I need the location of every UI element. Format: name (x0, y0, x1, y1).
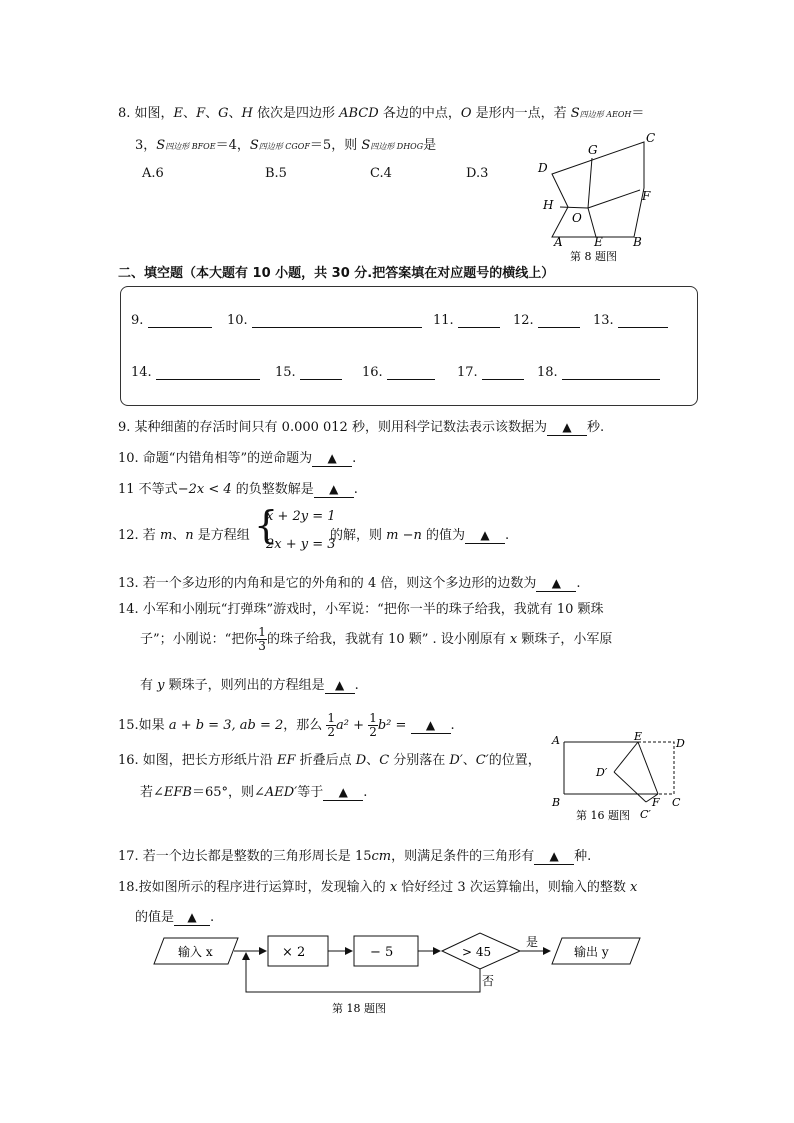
label-e: E (594, 235, 603, 249)
answer-marker: ▲ (335, 678, 345, 692)
input-label: 输入 x (178, 945, 213, 959)
label-f: F (642, 189, 651, 203)
answer-slot-13[interactable]: 13. (593, 313, 668, 328)
q18-flowchart (150, 928, 650, 1016)
original-edge-dashed (638, 742, 674, 794)
answer-marker: ▲ (425, 718, 436, 732)
system-eq2: 2x + y = 3 (266, 537, 336, 552)
answer-marker: ▲ (562, 420, 572, 434)
quadrilateral-abcd (552, 142, 644, 237)
segment-d-prime-c-prime (614, 772, 646, 802)
label-c: C (672, 796, 681, 809)
answer-slot-15[interactable]: 15. (275, 365, 342, 380)
answer-slot-9[interactable]: 9. (131, 313, 212, 328)
answer-marker: ▲ (329, 482, 339, 496)
label-a: A (552, 734, 560, 747)
label-c-prime: C′ (640, 808, 651, 821)
question-16-line2: 若∠EFB＝65°，则∠AED′等于 ▲ . (140, 785, 368, 800)
answer-marker: ▲ (549, 849, 559, 863)
label-a: A (554, 235, 563, 249)
answer-slot-18[interactable]: 18. (537, 365, 660, 380)
segment-oe (588, 208, 596, 237)
subtract-label: − 5 (370, 945, 394, 960)
q8-option-d: D.3 (466, 166, 489, 181)
fraction-half: $\frac{1}{2}$ (369, 711, 377, 739)
label-h: H (543, 198, 554, 212)
q8-option-a: A.6 (142, 166, 164, 181)
question-9: 9. 某种细菌的存活时间只有 0.000 012 秒，则用科学记数法表示该数据为 ▲ 秒. (118, 420, 605, 435)
label-d: D (676, 737, 685, 750)
answer-marker: ▲ (551, 576, 561, 590)
question-14-line2: 子”；小刚说：“把你 $\frac{1}{3}$ 的珠子给我，我就有 10 颗” . 设小刚原有 x 颗珠子，小军原 (140, 625, 613, 653)
label-g: G (588, 143, 598, 157)
segment-ed-prime (614, 742, 638, 772)
answer-marker: ▲ (327, 451, 337, 465)
figure-caption: 第 18 题图 (332, 1002, 386, 1015)
question-18-line1: 18.按如图所示的程序进行运算时，发现输入的 x 恰好经过 3 次运算输出，则输入的整数 x (118, 880, 638, 895)
label-e: E (634, 732, 643, 743)
answer-marker: ▲ (338, 785, 348, 799)
question-12-tail: 的解，则 m −n 的值为 ▲ . (330, 528, 510, 543)
answer-slot-14[interactable]: 14. (131, 365, 260, 380)
figure-caption: 第 8 题图 (570, 250, 617, 263)
label-c: C (646, 131, 656, 145)
question-12: 12. 若 m、n 是方程组 (118, 528, 250, 543)
fold-line-ef (638, 742, 658, 794)
multiply-label: × 2 (282, 945, 306, 960)
answer-slot-16[interactable]: 16. (362, 365, 435, 380)
condition-label: > 45 (462, 945, 492, 959)
answer-slot-11[interactable]: 11. (433, 313, 500, 328)
question-10: 10. 命题“内错角相等”的逆命题为 ▲ . (118, 451, 357, 466)
q8-line2: 3，S四边形 BFOE＝4，S四边形 CGOF＝5，则 S四边形 DHOG是 (135, 138, 437, 153)
question-11: 11 不等式−2x < 4 的负整数解是 ▲ . (118, 482, 358, 497)
fraction-one-third: $\frac{1}{3}$ (258, 625, 266, 653)
output-label: 输出 y (574, 945, 609, 959)
question-15: 15.如果 a + b = 3, ab = 2，那么 $\frac{1}{2}$ a² + $\frac{1}{2}$ b² = ▲ . (118, 711, 455, 739)
q8-option-c: C.4 (370, 166, 392, 181)
label-b: B (633, 235, 642, 249)
label-d: D (538, 161, 548, 175)
segment-of (588, 190, 640, 208)
question-14-line3: 有 y 颗珠子，则列出的方程组是 ▲ . (140, 678, 359, 693)
question-14-line1: 14. 小军和小刚玩“打弹珠”游戏时，小军说：“把你一半的珠子给我，我就有 10 颗珠 (118, 602, 604, 617)
label-d-prime: D′ (596, 766, 608, 779)
figure-caption: 第 16 题图 (576, 809, 630, 822)
answer-slot-12[interactable]: 12. (513, 313, 580, 328)
label-o: O (572, 211, 582, 225)
question-13: 13. 若一个多边形的内角和是它的外角和的 4 倍，则这个多边形的边数为 ▲ . (118, 576, 581, 591)
answer-slot-17[interactable]: 17. (457, 365, 524, 380)
question-16-line1: 16. 如图，把长方形纸片沿 EF 折叠后点 D、C 分别落在 D′、C′的位置， (118, 753, 541, 768)
answer-marker: ▲ (187, 910, 197, 924)
question-17: 17. 若一个边长都是整数的三角形周长是 15cm，则满足条件的三角形有 ▲ 种. (118, 849, 592, 864)
answer-marker: ▲ (480, 528, 490, 542)
q8-option-b: B.5 (265, 166, 287, 181)
q16-figure (548, 732, 694, 822)
no-label: 否 (482, 974, 495, 988)
q8-figure (530, 128, 670, 263)
segment-oh (560, 207, 588, 208)
question-18-line2: 的值是 ▲ . (135, 910, 215, 925)
system-eq1: x + 2y = 1 (266, 509, 336, 524)
equation-brace: { (254, 503, 279, 547)
label-f: F (652, 796, 660, 809)
fraction-half: $\frac{1}{2}$ (327, 711, 336, 739)
answer-box (120, 286, 698, 406)
yes-label: 是 (526, 935, 539, 949)
label-b: B (552, 796, 561, 809)
section-heading: 二、填空题（本大题有 10 小题，共 30 分.把答案填在对应题号的横线上） (118, 266, 555, 281)
segment-og (588, 158, 592, 208)
q8-line1: 8. 如图，E、F、G、H 依次是四边形 ABCD 各边的中点，O 是形内一点，若 S四边形 AEOH＝ (118, 106, 645, 121)
answer-slot-10[interactable]: 10. (227, 313, 422, 328)
